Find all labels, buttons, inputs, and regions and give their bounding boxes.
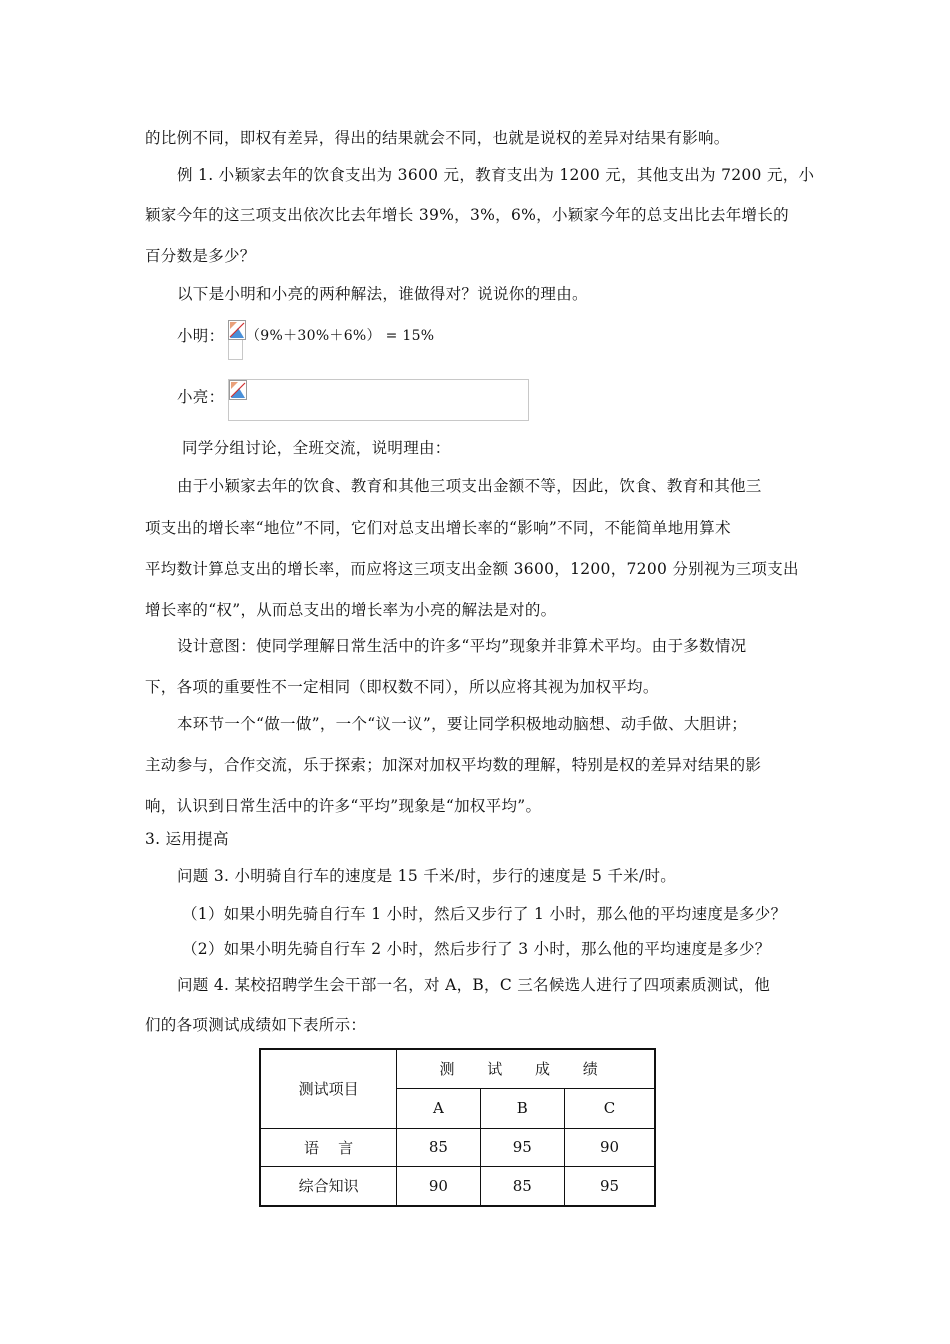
example-1-line-1: 例 1. 小颖家去年的饮食支出为 3600 元，教育支出为 1200 元，其他支出为 7200 元，小: [177, 166, 815, 184]
score-cell: 95: [480, 1128, 564, 1166]
score-table: [259, 1048, 656, 1207]
score-cell: 95: [565, 1166, 655, 1206]
score-cell: 90: [565, 1128, 655, 1166]
problem-3-part-2: （2）如果小明先骑自行车 2 小时，然后步行了 3 小时，那么他的平均速度是多少？: [182, 940, 771, 958]
xiaoming-formula: （9%＋30%＋6%） = 15%: [246, 328, 435, 344]
candidate-c-header: C: [565, 1088, 655, 1128]
question-who-is-right: 以下是小明和小亮的两种解法，谁做得对？说说你的理由。: [177, 285, 588, 303]
xiaoliang-label: 小亮：: [177, 388, 225, 406]
summary-line-3: 响，认识到日常生活中的许多“平均”现象是“加权平均”。: [145, 797, 542, 815]
design-intent-line-2: 下，各项的重要性不一定相同（即权数不同），所以应将其视为加权平均。: [145, 678, 659, 696]
summary-line-2: 主动参与，合作交流，乐于探索；加深对加权平均数的理解，特别是权的差异对结果的影: [145, 756, 762, 774]
problem-3: 问题 3. 小明骑自行车的速度是 15 千米/时，步行的速度是 5 千米/时。: [177, 867, 677, 885]
table-header-scores: 测 试 成 绩: [397, 1049, 655, 1088]
reason-line-4: 增长率的“权”，从而总支出的增长率为小亮的解法是对的。: [145, 601, 557, 619]
row-label: 综合知识: [260, 1166, 397, 1206]
example-1-line-2: 颖家今年的这三项支出依次比去年增长 39%，3%，6%，小颖家今年的总支出比去年增长的: [145, 206, 789, 224]
reason-line-3: 平均数计算总支出的增长率，而应将这三项支出金额 3600，1200，7200 分别视为三项支出: [145, 560, 799, 578]
candidate-a-header: A: [397, 1088, 480, 1128]
candidate-b-header: B: [480, 1088, 564, 1128]
problem-4-line-2: 们的各项测试成绩如下表所示：: [145, 1016, 367, 1034]
xiaoliang-image-frame: [228, 379, 529, 421]
design-intent-line-1: 设计意图：使同学理解日常生活中的许多“平均”现象并非算术平均。由于多数情况: [177, 637, 747, 655]
broken-image-icon: [229, 380, 247, 400]
example-1-line-3: 百分数是多少？: [145, 247, 256, 265]
score-cell: 85: [480, 1166, 564, 1206]
section-heading-3: 3. 运用提高: [145, 830, 229, 848]
problem-3-part-1: （1）如果小明先骑自行车 1 小时，然后又步行了 1 小时，那么他的平均速度是多少？: [182, 905, 787, 923]
reason-line-1: 由于小颖家去年的饮食、教育和其他三项支出金额不等，因此，饮食、教育和其他三: [177, 477, 762, 495]
problem-4-line-1: 问题 4. 某校招聘学生会干部一名，对 A，B，C 三名候选人进行了四项素质测试，他: [177, 976, 771, 994]
table-header-row: [260, 1049, 655, 1088]
summary-line-1: 本环节一个“做一做”，一个“议一议”，要让同学积极地动脑想、动手做、大胆讲；: [177, 715, 748, 733]
group-discussion: 同学分组讨论，全班交流，说明理由：: [182, 439, 451, 457]
score-cell: 85: [397, 1128, 480, 1166]
reason-line-2: 项支出的增长率“地位”不同，它们对总支出增长率的“影响”不同，不能简单地用算术: [145, 519, 731, 537]
xiaoming-label: 小明：: [177, 327, 225, 345]
table-row: [260, 1166, 655, 1206]
row-label: 语 言: [260, 1128, 397, 1166]
score-cell: 90: [397, 1166, 480, 1206]
broken-image-icon: [228, 320, 246, 340]
table-header-item: 测试项目: [260, 1049, 397, 1128]
paragraph-weight-difference: 的比例不同，即权有差异，得出的结果就会不同，也就是说权的差异对结果有影响。: [145, 129, 730, 147]
table-row: [260, 1128, 655, 1166]
